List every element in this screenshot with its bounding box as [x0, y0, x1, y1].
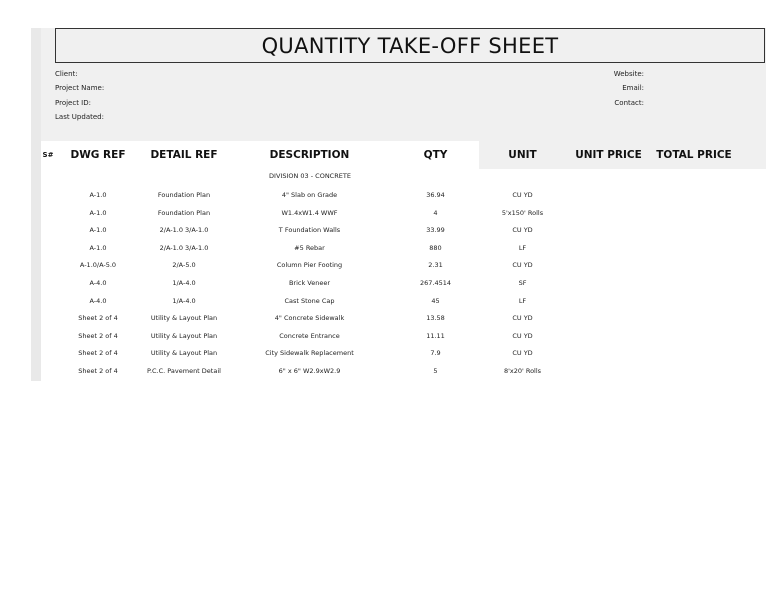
cell-dwg-ref: A-1.0 — [89, 226, 107, 235]
cell-qty: 4 — [433, 208, 438, 217]
cell-dwg-ref: A-1.0 — [89, 191, 107, 199]
cell-unit: CU YD — [512, 331, 533, 340]
cell-dwg-ref: Sheet 2 of 4 — [78, 331, 118, 340]
cell-unit: CU YD — [512, 314, 533, 323]
last-updated-label: Last Updated: — [55, 113, 104, 121]
cell-dwg-ref: A-1.0 — [89, 243, 107, 252]
sheet-title-box — [55, 28, 765, 63]
cell-unit: CU YD — [512, 261, 533, 270]
row-gutter — [31, 28, 41, 381]
cell-detail-ref: P.C.C. Pavement Detail — [147, 367, 221, 375]
cell-detail-ref: 2/A-5.0 — [172, 261, 196, 270]
cell-detail-ref: 2/A-1.0 3/A-1.0 — [159, 226, 209, 235]
cell-qty: 11.11 — [426, 331, 445, 340]
cell-description: 4" Concrete Sidewalk — [274, 314, 345, 323]
cell-unit: CU YD — [512, 191, 533, 199]
cell-dwg-ref: A-1.0 — [89, 208, 107, 217]
division-heading: DIVISION 03 - CONCRETE — [269, 172, 351, 180]
cell-dwg-ref: Sheet 2 of 4 — [78, 314, 118, 323]
cell-qty: 5 — [433, 367, 438, 375]
cell-qty: 2.31 — [428, 261, 443, 270]
cell-detail-ref: Utility & Layout Plan — [150, 349, 218, 358]
cell-unit: LF — [518, 296, 527, 305]
cell-dwg-ref: A-4.0 — [89, 296, 107, 305]
cell-description: #5 Rebar — [294, 243, 325, 252]
cell-qty: 7.9 — [430, 349, 441, 358]
cell-detail-ref: 1/A-4.0 — [172, 296, 196, 305]
cell-dwg-ref: Sheet 2 of 4 — [78, 367, 118, 375]
col-header-description: DESCRIPTION — [227, 141, 392, 169]
email-label: Email: — [622, 84, 644, 92]
cell-qty: 267.4514 — [419, 279, 451, 287]
cell-detail-ref: Foundation Plan — [157, 208, 211, 217]
col-header-total-price: TOTAL PRICE — [656, 149, 732, 161]
cell-description: Column Pier Footing — [276, 261, 343, 270]
cell-description: W1.4xW1.4 WWF — [281, 208, 338, 217]
cell-description: City Sidewalk Replacement — [265, 349, 354, 358]
cell-unit: 5'x150' Rolls — [501, 208, 544, 217]
cell-detail-ref: Foundation Plan — [157, 191, 211, 199]
cell-description: T Foundation Walls — [278, 226, 341, 235]
project-name-label: Project Name: — [55, 84, 105, 92]
col-header-unit-price: UNIT PRICE — [575, 149, 642, 161]
website-label: Website: — [613, 70, 644, 78]
sheet-title: QUANTITY TAKE-OFF SHEET — [261, 33, 559, 58]
cell-qty: 33.99 — [426, 226, 445, 235]
cell-qty: 45 — [431, 296, 440, 305]
cell-description: Brick Veneer — [288, 279, 331, 287]
cell-unit: 8'x20' Rolls — [503, 367, 542, 375]
cell-qty: 36.94 — [426, 191, 445, 199]
cell-unit: CU YD — [512, 349, 533, 358]
cell-unit: LF — [518, 243, 527, 252]
cell-detail-ref: 1/A-4.0 — [172, 279, 196, 287]
cell-description: 4" Slab on Grade — [281, 191, 338, 199]
client-label: Client: — [55, 70, 78, 78]
cell-qty: 880 — [429, 243, 442, 252]
col-header-qty: QTY — [392, 141, 479, 169]
cell-dwg-ref: A-4.0 — [89, 279, 107, 287]
contact-label: Contact: — [614, 99, 644, 107]
cell-detail-ref: Utility & Layout Plan — [150, 331, 218, 340]
cell-unit: SF — [518, 279, 527, 287]
project-id-label: Project ID: — [55, 99, 91, 107]
cell-dwg-ref: A-1.0/A-5.0 — [79, 261, 117, 270]
cell-qty: 13.58 — [426, 314, 445, 323]
col-header-dwg-ref: DWG REF — [55, 141, 141, 169]
cell-detail-ref: Utility & Layout Plan — [150, 314, 218, 323]
cell-unit: CU YD — [512, 226, 533, 235]
cell-dwg-ref: Sheet 2 of 4 — [78, 349, 118, 358]
cell-description: 6" x 6" W2.9xW2.9 — [278, 367, 341, 375]
cell-description: Cast Stone Cap — [284, 296, 335, 305]
col-header-number: S# — [41, 141, 55, 169]
cell-detail-ref: 2/A-1.0 3/A-1.0 — [159, 243, 209, 252]
col-header-unit: UNIT — [508, 149, 537, 161]
col-header-detail-ref: DETAIL REF — [141, 141, 227, 169]
cell-description: Concrete Entrance — [279, 331, 340, 340]
